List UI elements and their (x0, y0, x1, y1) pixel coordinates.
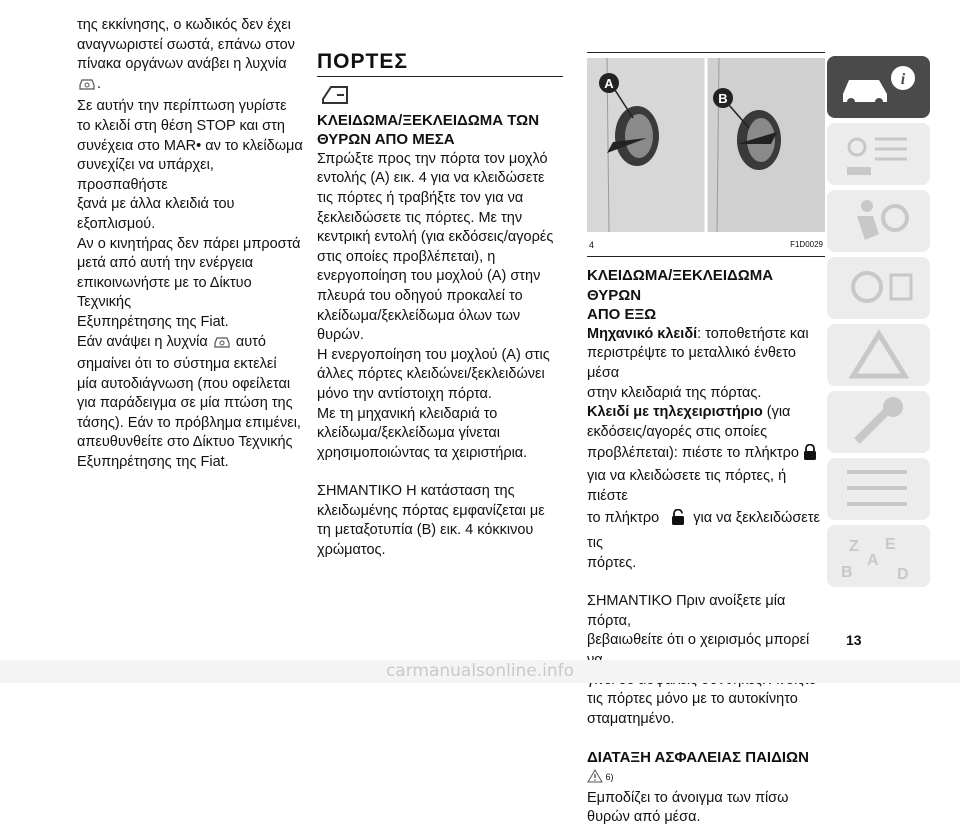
svg-text:D: D (897, 566, 909, 583)
text-line: Κλειδί με τηλεχειριστήριο (για (587, 404, 791, 421)
text-line: τις πόρτες ή τραβήξτε τον για να (317, 189, 524, 206)
tab-emergency[interactable] (827, 324, 930, 386)
text-line: Σπρώξτε προς την πόρτα τον μοχλό (317, 150, 548, 167)
text-line: τη μεταξοτυπία (B) εικ. 4 κόκκινου (317, 522, 534, 539)
text-line: Εξυπηρέτησης της Fiat. (77, 313, 229, 330)
text-line: πίνακα οργάνων ανάβει η λυχνία . (77, 55, 307, 97)
label-a: A (604, 76, 614, 91)
text-line: Εάν ανάψει η λυχνία αυτό (77, 333, 307, 356)
steering-wheel-icon (827, 257, 930, 319)
heading-child-lock: ΔΙΑΤΑΞΗ ΑΣΦΑΛΕΙΑΣ ΠΑΙΔΙΩΝ (587, 749, 809, 767)
text-line: βεβαιωθείτε ότι ο χειρισμός μπορεί (587, 632, 810, 649)
column-1 (77, 16, 307, 473)
tab-safety[interactable] (827, 190, 930, 252)
text-line: ξεκλειδώσετε τις πόρτες. Με την (317, 209, 523, 226)
door-lever-photo (587, 58, 825, 232)
text-line: κλειδωμένης πόρτας εμφανίζεται με (317, 502, 545, 519)
svg-text:Z: Z (849, 538, 859, 555)
figure-code: F1D0029 (790, 240, 823, 249)
svg-text:B: B (841, 564, 853, 581)
text-line: Αν ο κινητήρας δεν πάρει μπροστά (77, 235, 301, 252)
text-line: τάσης). Εάν το πρόβλημα επιμένει, (77, 414, 301, 431)
wrench-icon (827, 391, 930, 453)
alphabet-index-icon (827, 525, 930, 587)
text-line: εκδόσεις/αγορές στις οποίες (587, 423, 768, 440)
text-line: συνέχεια στο MAR• αν το κλείδωμα (77, 137, 303, 154)
text-line: απευθυνθείτε στο Δίκτυο Τεχνικής (77, 434, 293, 451)
text-line: κλείδωμα/ξεκλείδωμα γίνεται (317, 425, 500, 442)
section-title: ΠΟΡΤΕΣ (317, 50, 408, 73)
text-line: κλείδωμα/ξεκλείδωμα όλων των (317, 307, 521, 324)
figure-number: 4 (589, 240, 595, 250)
column-3 (587, 266, 825, 828)
divider (317, 76, 563, 77)
text-line: για να κλειδώσετε τις πόρτες, ή πιέστε (587, 468, 787, 504)
svg-text:E: E (885, 536, 896, 553)
text-line: το πλήκτρο για να ξεκλειδώσετε τις (587, 509, 820, 551)
tab-dashboard[interactable] (827, 123, 930, 185)
airbag-icon (827, 190, 930, 252)
text-line: στις οποίες προβλέπεται), η (317, 248, 496, 265)
page-number: 13 (846, 632, 862, 648)
column-2 (317, 52, 563, 561)
text-line: Εμποδίζει το άνοιγμα των πίσω (587, 789, 789, 806)
heading-inside-lock-2: ΘΥΡΩΝ ΑΠΟ ΜΕΣΑ (317, 131, 455, 149)
svg-text:A: A (867, 552, 879, 569)
heading-outside-lock: ΚΛΕΙΔΩΜΑ/ΞΕΚΛΕΙΔΩΜΑ ΘΥΡΩΝ (587, 267, 774, 304)
text-line: χρώματος. (317, 542, 386, 559)
text-line: ξανά με άλλα κλειδιά του εξοπλισμού. (77, 196, 235, 232)
watermark: carmanualsonline.info (0, 660, 960, 683)
label-b: B (718, 91, 728, 106)
text-line: για παράδειγμα σε μία πτώση της (77, 395, 293, 412)
divider (587, 256, 825, 257)
text-line: στην κλειδαριά της πόρτας. (587, 384, 762, 401)
text-line: άλλες πόρτες κλειδώνει/ξεκλειδώνει (317, 366, 545, 383)
text-line: σταματημένο. (587, 710, 675, 727)
text-line: κεντρική εντολή (για εκδόσεις/αγορές (317, 229, 554, 246)
lock-closed-icon (803, 444, 817, 467)
text-line: προβλέπεται): πιέστε το πλήκτρο (587, 442, 825, 467)
tab-vehicle-info[interactable] (827, 56, 930, 118)
immobilizer-warning-icon (77, 76, 97, 98)
immobilizer-warning-icon (212, 334, 232, 356)
chapter-tabs (827, 56, 930, 592)
divider (587, 52, 825, 53)
warning-triangle-icon (587, 769, 603, 789)
text-line: εντολής (A) εικ. 4 για να κλειδώσετε (317, 170, 545, 187)
text-line: της εκκίνησης, ο κωδικός δεν έχει (77, 17, 291, 33)
door-icon (317, 83, 563, 111)
dashboard-lights-icon (827, 123, 930, 185)
svg-text:i: i (900, 71, 906, 88)
text-line: περιστρέψτε το μεταλλικό ένθετο μέσα (587, 345, 796, 381)
text-line: Με τη μηχανική κλειδαριά το (317, 405, 498, 422)
warning-ref-line: 6) (587, 768, 825, 789)
heading-inside-lock: ΚΛΕΙΔΩΜΑ/ΞΕΚΛΕΙΔΩΜΑ ΤΩΝ (317, 111, 540, 129)
text-line: Μηχανικό κλειδί: τοποθετήστε και (587, 325, 809, 342)
tab-starting[interactable] (827, 257, 930, 319)
text-line: σημαίνει ότι το σύστημα εκτελεί (77, 356, 277, 373)
text-line: πλευρά του οδηγού προκαλεί το (317, 287, 523, 304)
tab-maintenance[interactable] (827, 391, 930, 453)
text-line: χρησιμοποιώντας τα χειριστήρια. (317, 444, 528, 461)
tab-index[interactable] (827, 525, 930, 587)
car-info-icon (827, 56, 930, 118)
text-line: επικοινωνήστε με το Δίκτυο Τεχνικής (77, 274, 252, 311)
text-line: Εξυπηρέτησης της Fiat. (77, 454, 229, 471)
text-line: πόρτες. (587, 554, 637, 571)
text-line: μία αυτοδιάγνωση (που οφείλεται (77, 375, 291, 392)
figure-caption (587, 240, 825, 254)
warning-triangle-icon (827, 324, 930, 386)
text-line: θυρών από μέσα. (587, 809, 701, 826)
text-line: ΣΗΜΑΝΤΙΚΟ Πριν ανοίξετε μία πόρτα, (587, 593, 786, 629)
text-line: αναγνωριστεί σωστά, επάνω στον (77, 36, 295, 53)
text-line: τις πόρτες μόνο με το αυτοκίνητο (587, 691, 798, 708)
text-line: μετά από αυτή την ενέργεια (77, 255, 254, 272)
text-line: συνεχίζει να υπάρχει, προσπαθήστε (77, 157, 214, 193)
heading-outside-lock-2: ΑΠΟ ΕΞΩ (587, 306, 657, 324)
text-line: μόνο την αντίστοιχη πόρτα. (317, 385, 492, 402)
text-line: ΣΗΜΑΝΤΙΚΟ Η κατάσταση της (317, 483, 515, 500)
text-line: Η ενεργοποίηση του μοχλού (A) στις (317, 346, 550, 363)
tab-technical-data[interactable] (827, 458, 930, 520)
text-line: θυρών. (317, 327, 364, 344)
text-line: ενεργοποίηση του μοχλού (A) στην (317, 268, 541, 285)
text-line: Σε αυτήν την περίπτωση γυρίστε (77, 98, 287, 115)
text-line: το κλειδί στη θέση STOP και στη (77, 117, 285, 134)
lock-open-icon (671, 509, 685, 532)
specifications-icon (827, 458, 930, 520)
